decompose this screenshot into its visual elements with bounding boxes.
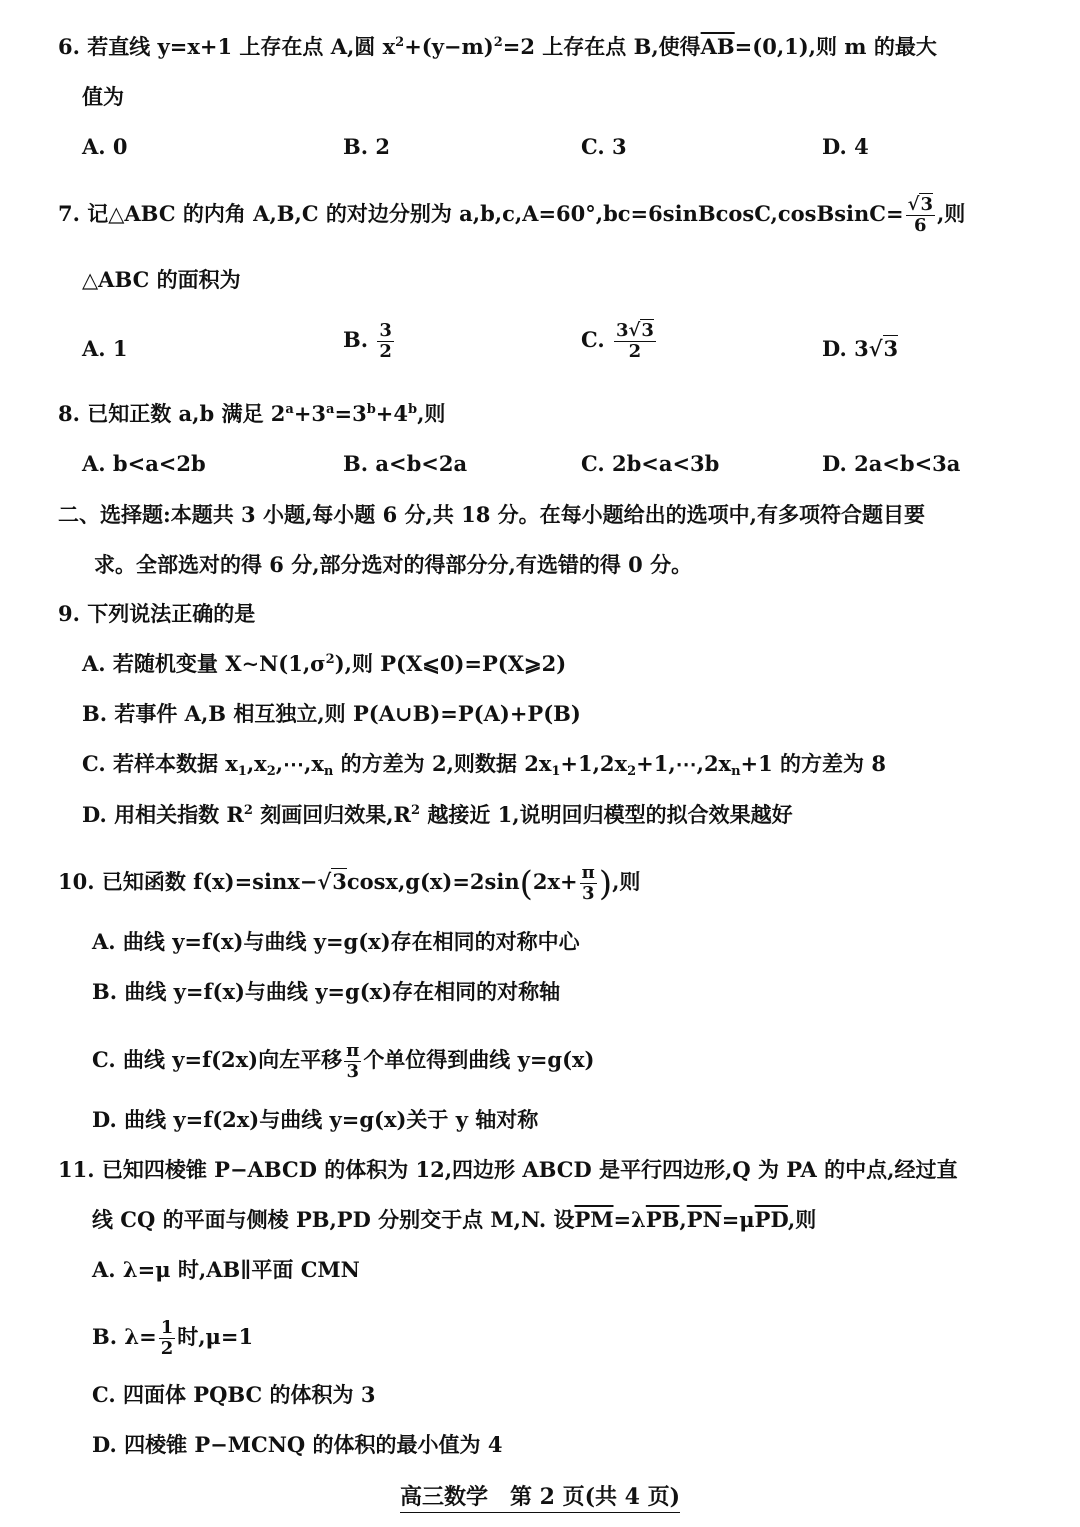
q7-stem-line2: △ABC 的面积为	[82, 267, 241, 292]
q9-option-b: B. 若事件 A,B 相互独立,则 P(A∪B)=P(A)+P(B)	[82, 701, 581, 726]
q6-option-d: D. 4	[822, 134, 869, 159]
q7-option-a: A. 1	[82, 336, 128, 361]
q8-option-d: D. 2a<b<3a	[822, 451, 961, 476]
section2-heading-line2: 求。全部选对的得 6 分,部分选对的得部分分,有选错的得 0 分。	[94, 552, 693, 577]
q11-option-a: A. λ=μ 时,AB∥平面 CMN	[92, 1257, 360, 1282]
q9-stem: 9. 下列说法正确的是	[58, 601, 256, 626]
q8-option-a: A. b<a<2b	[82, 451, 206, 476]
q10-option-b: B. 曲线 y=f(x)与曲线 y=g(x)存在相同的对称轴	[92, 979, 561, 1004]
q6-option-c: C. 3	[581, 134, 627, 159]
q11-stem-line2: 线 CQ 的平面与侧棱 PB,PD 分别交于点 M,N. 设$\overline{PM}=\lambda\overline{PB},\overline{PN}=\mu\overline{PD}$,则	[92, 1207, 817, 1232]
q7-option-b: B. $\frac{3}{2}$	[343, 320, 392, 362]
q11-option-b: B. λ= $\frac{1}{2}$ 时,μ=1	[92, 1317, 254, 1359]
page-footer: 高三数学 第 2 页(共 4 页)	[0, 1480, 1080, 1511]
q6-option-b: B. 2	[343, 134, 390, 159]
q8-option-b: B. a<b<2a	[343, 451, 468, 476]
section2-heading-line1: 二、选择题:本题共 3 小题,每小题 6 分,共 18 分。在每小题给出的选项中,有多项符合题目要	[58, 502, 925, 527]
q11-option-d: D. 四棱锥 P−MCNQ 的体积的最小值为 4	[92, 1432, 503, 1457]
q6-stem-line2: 值为	[82, 84, 124, 109]
q8-stem: 8. 已知正数 a,b 满足 $2^a+3^a=3^b+4^b$,则	[58, 401, 446, 426]
q10-option-d: D. 曲线 y=f(2x)与曲线 y=g(x)关于 y 轴对称	[92, 1107, 539, 1132]
q10-option-a: A. 曲线 y=f(x)与曲线 y=g(x)存在相同的对称中心	[92, 929, 580, 954]
q7-fraction: $\frac{√3}{6}$	[907, 194, 933, 236]
q7-option-d: D. 3√3	[822, 336, 899, 361]
q8-option-c: C. 2b<a<3b	[581, 451, 720, 476]
q11-option-c: C. 四面体 PQBC 的体积为 3	[92, 1382, 376, 1407]
q7-stem-line1: 7. 记△ABC 的内角 A,B,C 的对边分别为 a,b,c,A=60°,bc=6sinBcosC,cosBsinC= $\frac{√3}{6}$ ,则	[58, 194, 966, 236]
q6-stem-line1: 6. 若直线 y=x+1 上存在点 A,圆 $x^2+(y-m)^2=2$ 上存在点 B,使得$\overline{AB}=(0,1)$,则 m 的最大	[58, 34, 937, 59]
q10-stem: 10. 已知函数 f(x)=sinx−√3cosx,g(x)=2sin(2x+ $\frac{\pi}{3}$ ),则	[58, 862, 641, 904]
q11-stem-line1: 11. 已知四棱锥 P−ABCD 的体积为 12,四边形 ABCD 是平行四边形,Q 为 PA 的中点,经过直	[58, 1157, 958, 1182]
q9-option-d: D. 用相关指数 $R^2$ 刻画回归效果$,R^2$ 越接近 1,说明回归模型的拟合效果越好	[82, 802, 793, 827]
vector-ab: $\overline{AB}$	[700, 34, 735, 59]
q9-option-a: A. 若随机变量 $X\sim N(1,\sigma^2)$,则 P(X⩽0)=P(X⩾2)	[82, 651, 567, 676]
q10-option-c: C. 曲线 y=f(2x)向左平移 $\frac{\pi}{3}$ 个单位得到曲线 y=g(x)	[92, 1040, 595, 1082]
q7-option-c: C. $\frac{3√3}{2}$	[581, 320, 654, 362]
q6-option-a: A. 0	[82, 134, 128, 159]
q9-option-c: C. 若样本数据 $x_1,x_2,\cdots,x_n$ 的方差为 2,则数据 $2x_1+1,2x_2+1,\cdots,2x_n+1$ 的方差为 8	[82, 751, 886, 779]
